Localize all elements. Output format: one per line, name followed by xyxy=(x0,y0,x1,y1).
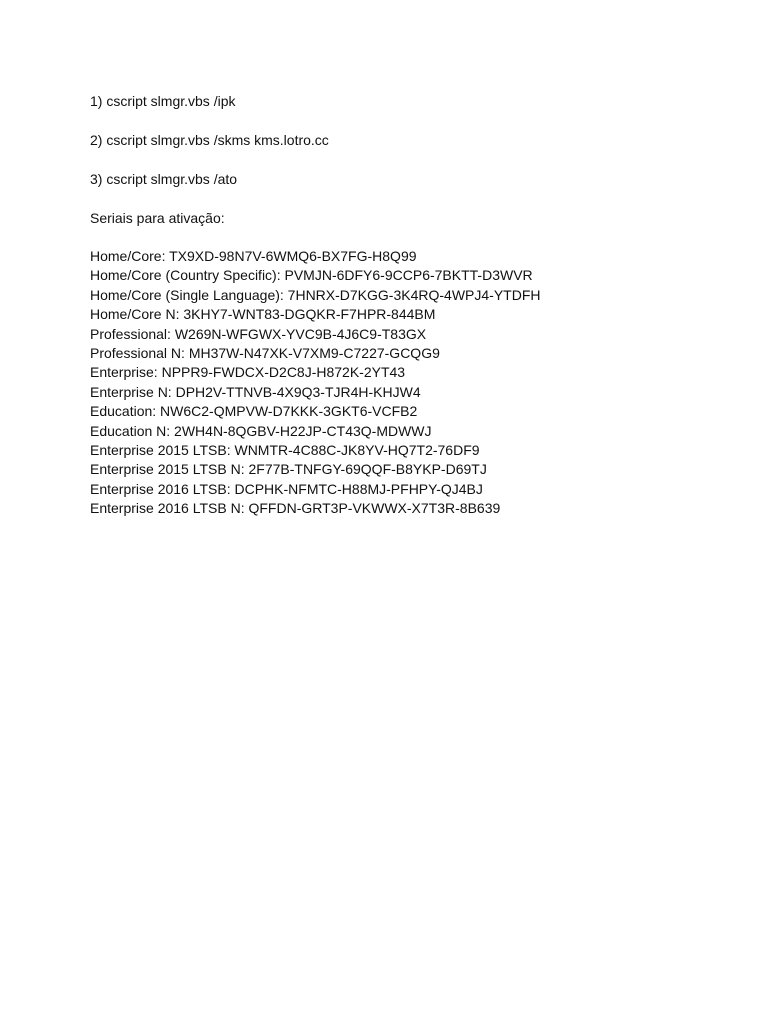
serial-line: Enterprise 2015 LTSB: WNMTR-4C88C-JK8YV-HQ7T2-76DF9 xyxy=(90,441,480,458)
step-3: 3) cscript slmgr.vbs /ato xyxy=(90,171,238,187)
serial-line: Education N: 2WH4N-8QGBV-H22JP-CT43Q-MDWWJ xyxy=(90,422,432,439)
serial-line: Home/Core (Country Specific): PVMJN-6DFY6-9CCP6-7BKTT-D3WVR xyxy=(90,267,533,284)
serial-line: Enterprise 2016 LTSB N: QFFDN-GRT3P-VKWWX-X7T3R-8B639 xyxy=(90,500,501,517)
serial-line: Enterprise N: DPH2V-TTNVB-4X9Q3-TJR4H-KHJW4 xyxy=(90,383,421,400)
document-content xyxy=(90,91,730,518)
serial-line: Enterprise 2015 LTSB N: 2F77B-TNFGY-69QQF-B8YKP-D69TJ xyxy=(90,461,487,478)
serials-list xyxy=(90,247,730,518)
serial-line: Professional: W269N-WFGWX-YVC9B-4J6C9-T83GX xyxy=(90,325,427,342)
serial-line: Enterprise: NPPR9-FWDCX-D2C8J-H872K-2YT43 xyxy=(90,364,406,381)
serial-line: Home/Core (Single Language): 7HNRX-D7KGG-3K4RQ-4WPJ4-YTDFH xyxy=(90,286,541,303)
step-1: 1) cscript slmgr.vbs /ipk xyxy=(90,93,236,109)
serial-line: Home/Core N: 3KHY7-WNT83-DGQKR-F7HPR-844BM xyxy=(90,306,436,323)
serials-heading: Seriais para ativação: xyxy=(90,210,225,226)
step-2: 2) cscript slmgr.vbs /skms kms.lotro.cc xyxy=(90,132,329,148)
serial-line: Enterprise 2016 LTSB: DCPHK-NFMTC-H88MJ-PFHPY-QJ4BJ xyxy=(90,480,483,497)
serial-line: Education: NW6C2-QMPVW-D7KKK-3GKT6-VCFB2 xyxy=(90,403,418,420)
serial-line: Home/Core: TX9XD-98N7V-6WMQ6-BX7FG-H8Q99 xyxy=(90,248,417,264)
serial-line: Professional N: MH37W-N47XK-V7XM9-C7227-GCQG9 xyxy=(90,344,440,361)
